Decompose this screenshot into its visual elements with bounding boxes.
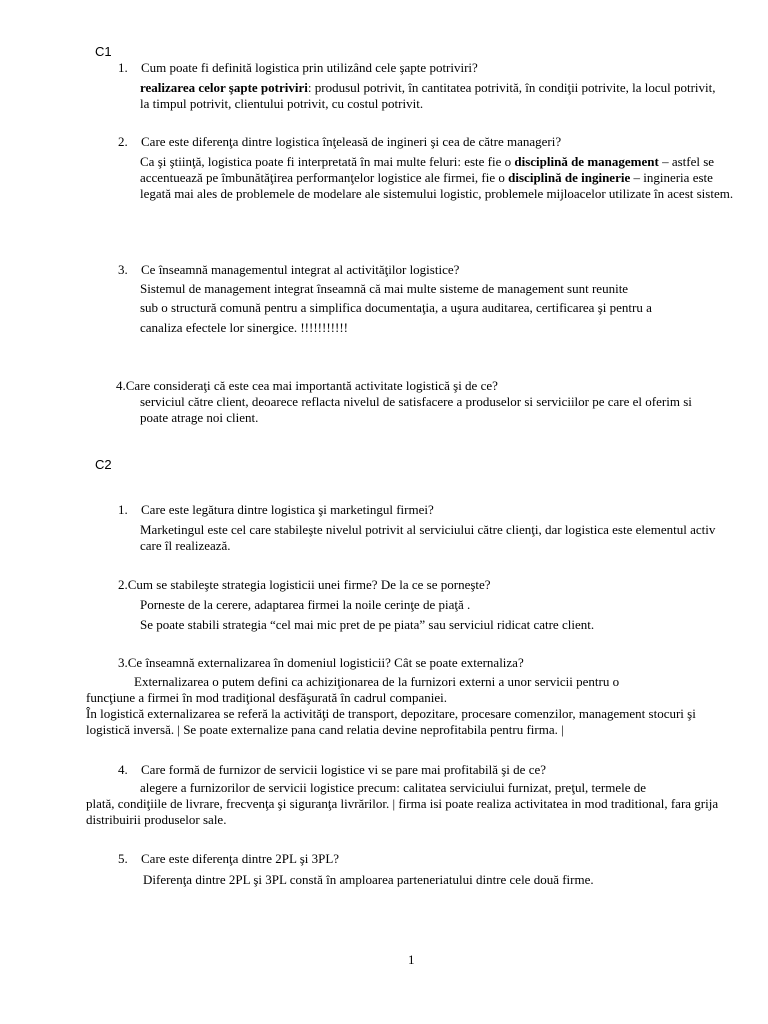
page-number: 1 <box>408 952 415 967</box>
question-text: Cum poate fi definită logistica prin utilizând cele şapte potriviri? <box>141 60 478 75</box>
c2-question-5 <box>118 851 339 867</box>
answer-line: alegere a furnizorilor de servicii logistice precum: calitatea serviciului furnizat, preţul, termele de <box>140 780 647 795</box>
question-text: 3.Ce înseamnă externalizarea în domeniul logisticii? Cât se poate externaliza? <box>118 655 524 670</box>
c2-answer-3 <box>86 674 736 738</box>
question-number: 4. <box>118 762 128 777</box>
answer-line: sub o structură comună pentru a simplifica documentaţia, a uşura auditarea, certificarea şi pentru a <box>140 300 652 315</box>
answer-text: Diferenţa dintre 2PL şi 3PL constă în amploarea parteneriatului dintre cele două firme. <box>143 872 594 887</box>
question-number: 5. <box>118 851 128 866</box>
c2-answer-5 <box>143 872 733 888</box>
c2-question-4 <box>118 762 546 778</box>
question-text: Care este legătura dintre logistica şi marketingul firmei? <box>141 502 434 517</box>
answer-text: Ca şi ştiinţă, logistica poate fi interpretată în mai multe feluri: este fie o <box>140 154 515 169</box>
answer-text: – ingineria este legată mai ales de problemele de modelare ale sistemului logistic, problemele mijloacelor utilizate în acest sistem. <box>140 170 734 201</box>
question-number: 1. <box>118 502 128 517</box>
c2-question-3 <box>118 655 524 671</box>
answer-line: Porneste de la cerere, adaptarea firmei la noile cerinţe de piaţă . <box>140 597 471 612</box>
question-text: Ce înseamnă managementul integrat al activităţilor logistice? <box>141 262 460 277</box>
answer-text: serviciul către client, deoarece reflacta nivelul de satisfacere a produselor si serviciilor pe care el oferim si poate atrage noi client. <box>140 394 692 425</box>
question-text: 4.Care consideraţi că este cea mai importantă activitate logistică şi de ce? <box>116 378 498 393</box>
answer-text: : produsul potrivit, în cantitatea potrivită, în condiţii potrivite, la locul potrivit, la timpul potrivit, clientului potrivit, cu costul potrivit. <box>140 80 716 111</box>
answer-line: Se poate stabili strategia “cel mai mic pret de pe piata” sau serviciul ridicat catre client. <box>140 617 595 632</box>
answer-text: Marketingul este cel care stabileşte nivelul potrivit al serviciului către clienţi, dar logistica este elementul activ care îl realizează. <box>140 522 716 553</box>
question-text: Care este diferenţa dintre logistica înţeleasă de ingineri şi cea de către manageri? <box>141 134 562 149</box>
section-heading-c2: C2 <box>95 457 112 472</box>
c1-question-4 <box>116 378 498 394</box>
c2-answer-1 <box>140 522 720 554</box>
answer-bold: realizarea celor şapte potriviri <box>140 80 308 95</box>
c1-question-1 <box>118 60 478 76</box>
answer-line: Sistemul de management integrat înseamnă că mai multe sisteme de management sunt reunite <box>140 281 629 296</box>
question-number: 2. <box>118 134 128 149</box>
c2-answer-2 <box>140 597 740 633</box>
c1-question-2 <box>118 134 561 150</box>
answer-text: – astfel se accentuează pe îmbunătăţirea performanţelor logistice ale firmei, fie o <box>140 154 715 185</box>
c1-answer-2 <box>140 154 736 202</box>
c1-answer-4 <box>140 394 720 426</box>
question-text: 2.Cum se stabileşte strategia logisticii unei firme? De la ce se porneşte? <box>118 577 491 592</box>
c2-question-2 <box>118 577 491 593</box>
answer-line: Externalizarea o putem defini ca achiziţionarea de la furnizori externi a unor servicii pentru o <box>134 674 620 689</box>
answer-line: plată, condiţiile de livrare, frecvenţa şi siguranţa livrărilor. | firma isi poate realiza activitatea in mod traditional, fara grija distribuirii produselor sale. <box>86 796 719 827</box>
c1-answer-3 <box>140 281 740 336</box>
c1-answer-1 <box>140 80 720 112</box>
c2-answer-4 <box>86 780 736 828</box>
answer-line: canaliza efectele lor sinergice. !!!!!!!!!!! <box>140 320 348 335</box>
answer-line: funcţiune a firmei în mod tradiţional desfăşurată în cadrul companiei. <box>86 690 447 705</box>
answer-bold: disciplină de inginerie <box>508 170 631 185</box>
answer-bold: disciplină de management <box>514 154 659 169</box>
c1-question-3 <box>118 262 459 278</box>
question-text: Care formă de furnizor de servicii logistice vi se pare mai profitabilă şi de ce? <box>141 762 546 777</box>
answer-line: În logistică externalizarea se referă la activităţi de transport, depozitare, procesare comenzilor, management stocuri şi logistică inversă. | Se poate externalize pana cand relatia devine neprofitabila pentru firma. | <box>86 706 696 737</box>
question-number: 1. <box>118 60 128 75</box>
c2-question-1 <box>118 502 434 518</box>
question-text: Care este diferenţa dintre 2PL şi 3PL? <box>141 851 340 866</box>
question-number: 3. <box>118 262 128 277</box>
section-heading-c1: C1 <box>95 44 112 59</box>
